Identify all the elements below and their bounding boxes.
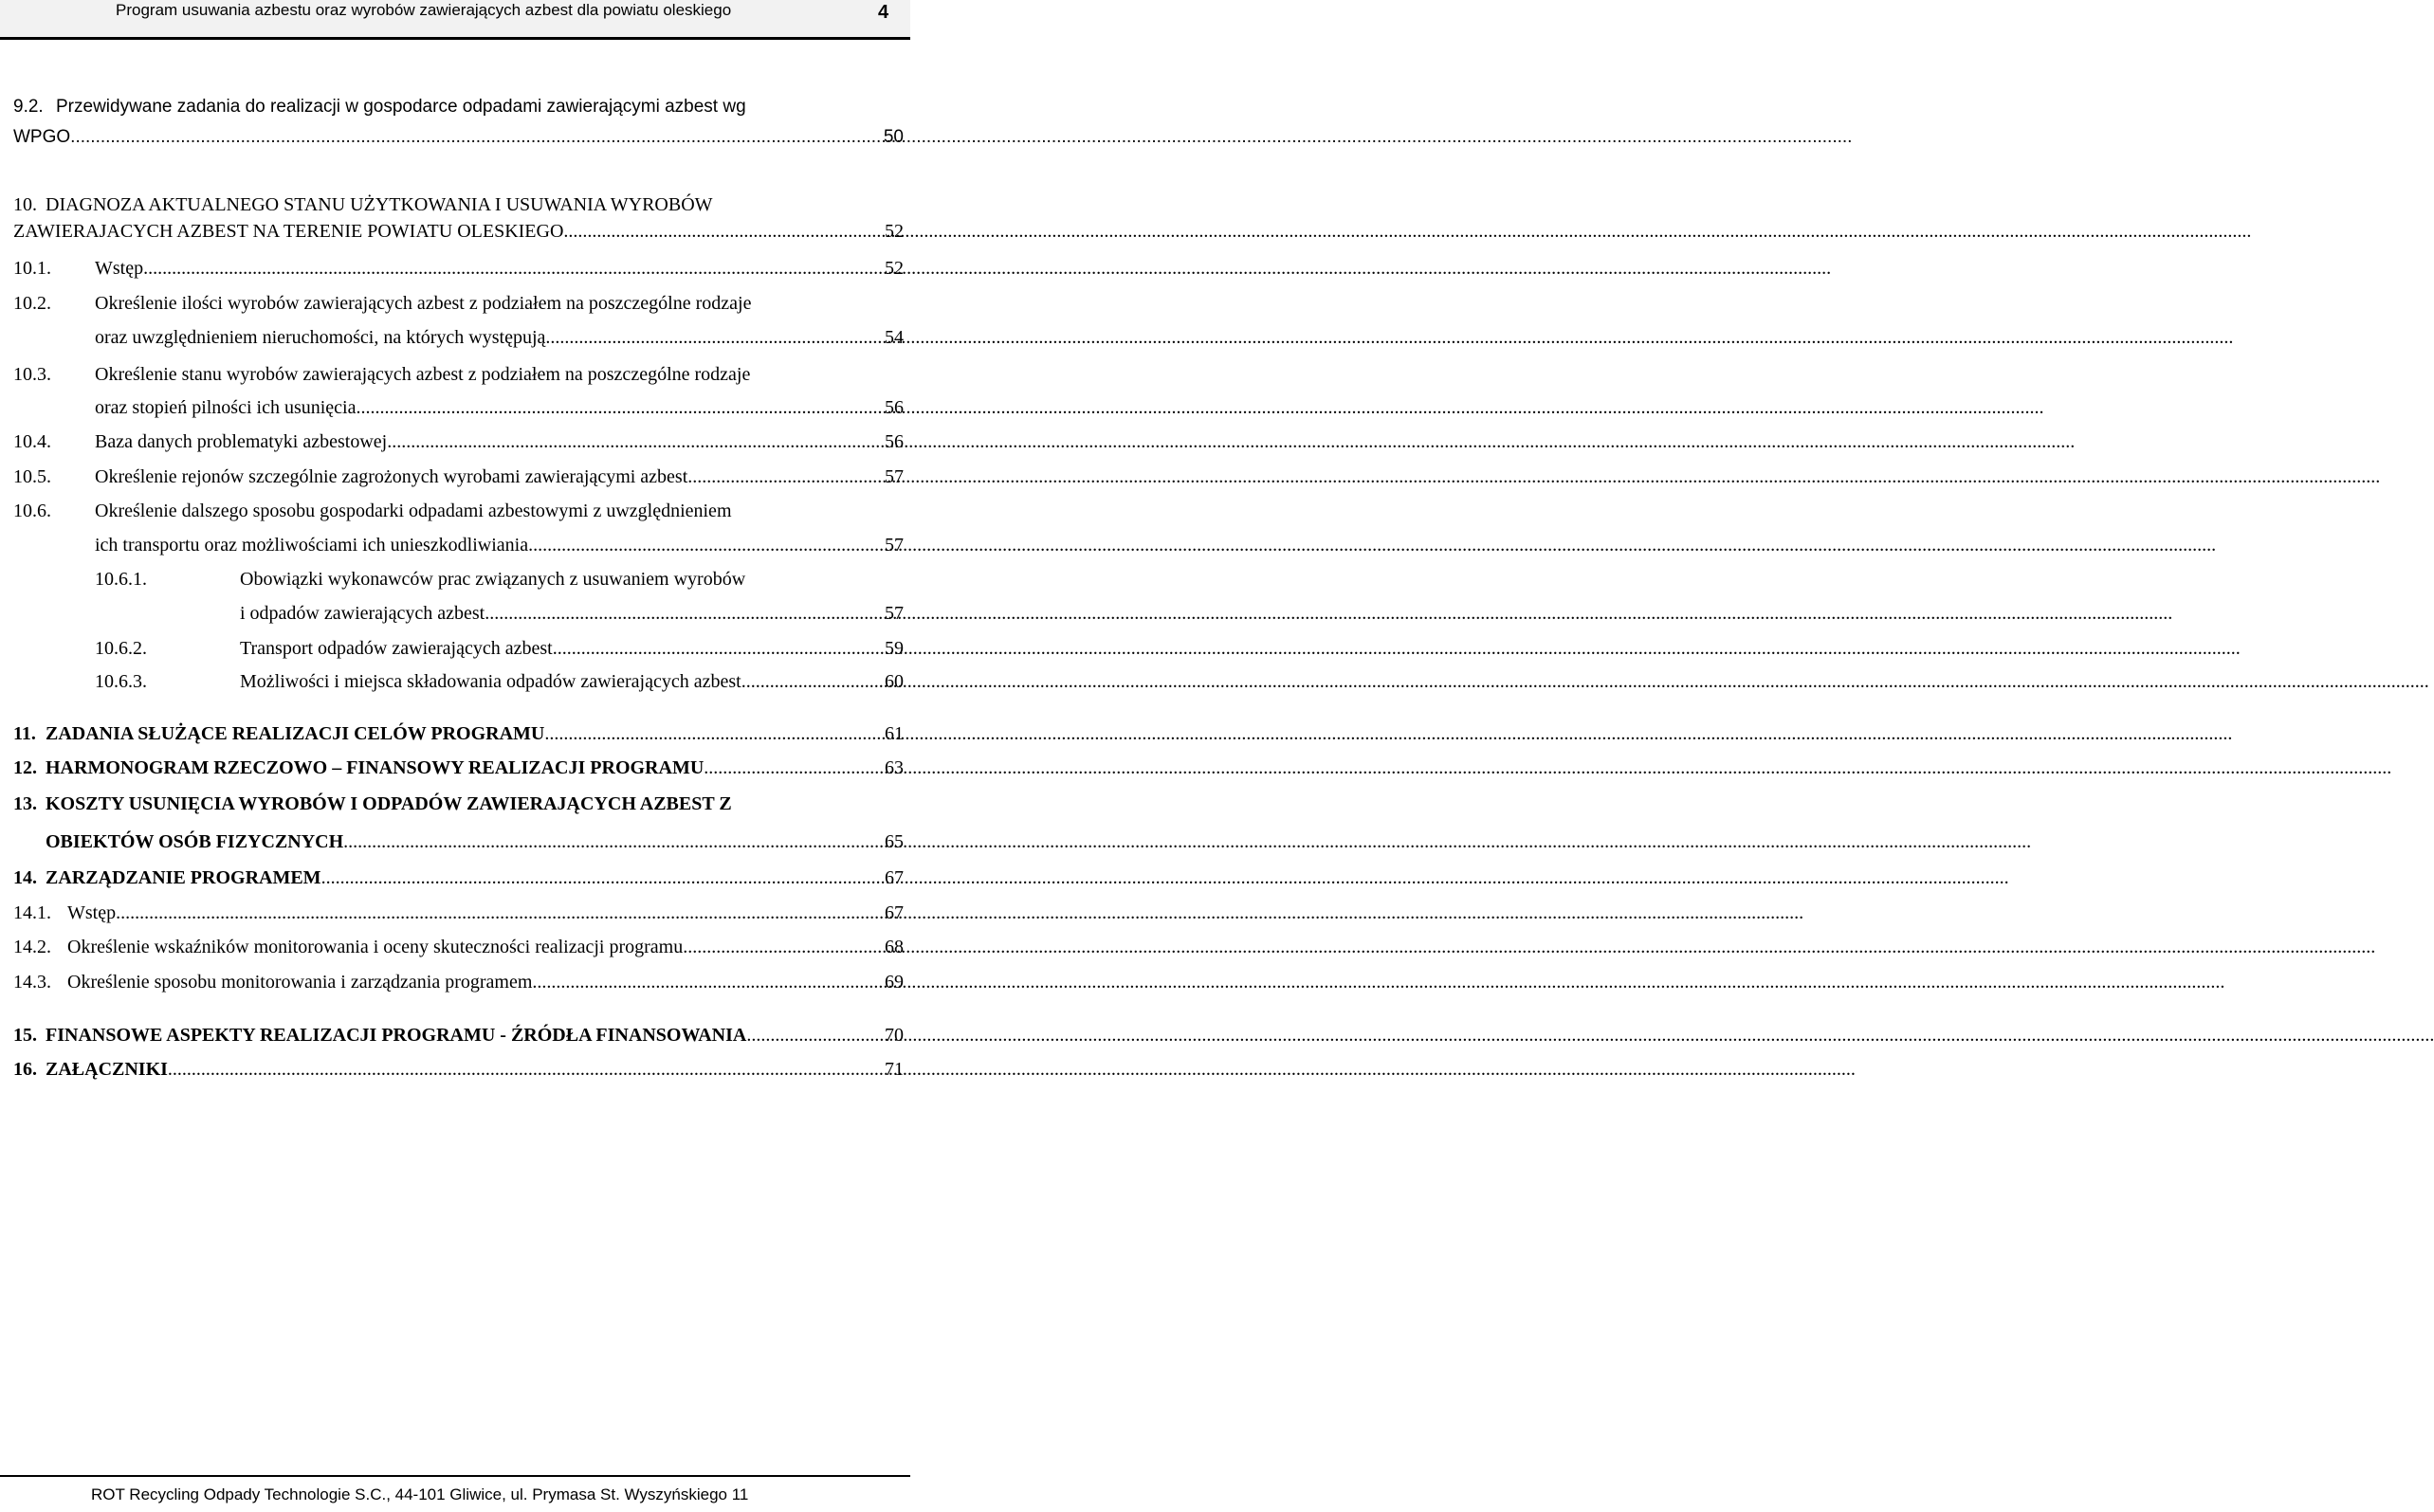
toc-entry-title: OBIEKTÓW OSÓB FIZYCZNYCH (46, 831, 344, 852)
toc-entry-title: ich transportu oraz możliwościami ich unieszkodliwiania (95, 535, 529, 556)
toc-entry-page: 50 (883, 127, 904, 147)
toc-entry-page: 52 (885, 258, 904, 279)
toc-entry-title: ZARZĄDZANIE PROGRAMEM (46, 867, 321, 888)
toc-entry-number: 10.5. (13, 466, 51, 487)
toc-entry-15[interactable] (13, 1023, 904, 1047)
toc-entry-number: 10.1. (13, 258, 51, 279)
toc-entry-title: Określenie ilości wyrobów zawierających azbest z podziałem na poszczególne rodzaje (95, 293, 752, 314)
toc-entry-page: 67 (885, 867, 904, 888)
toc-entry-13-cont[interactable] (13, 829, 904, 854)
toc-leader-dots (485, 601, 883, 626)
toc-entry-10-6-2[interactable] (13, 636, 904, 661)
toc-entry-number: 11. (13, 723, 36, 744)
toc-entry-10[interactable] (13, 192, 904, 217)
toc-leader-dots (321, 865, 883, 890)
toc-entry-number: 10.6.2. (95, 638, 147, 659)
toc-leader-dots (544, 721, 883, 746)
toc-entry-11[interactable] (13, 721, 904, 746)
toc-entry-10-1[interactable] (13, 256, 904, 281)
toc-entry-page: 70 (885, 1025, 904, 1046)
toc-leader-dots (70, 125, 883, 150)
toc-entry-number: 10.2. (13, 293, 51, 314)
toc-entry-number: 9.2. (13, 97, 44, 117)
toc-entry-page: 71 (885, 1059, 904, 1080)
toc-entry-title: HARMONOGRAM RZECZOWO – FINANSOWY REALIZACJI PROGRAMU (46, 757, 705, 778)
toc-entry-page: 68 (885, 937, 904, 957)
toc-entry-title: oraz stopień pilności ich usunięcia (95, 397, 357, 418)
toc-entry-page: 54 (885, 327, 904, 348)
toc-entry-title: Transport odpadów zawierających azbest (240, 638, 553, 659)
toc-leader-dots (741, 669, 883, 694)
toc-entry-page: 57 (885, 466, 904, 487)
toc-entry-title: Wstęp (67, 902, 117, 923)
toc-leader-dots (746, 1023, 883, 1047)
toc-entry-title: Możliwości i miejsca składowania odpadów zawierających azbest (240, 671, 741, 692)
toc-leader-dots (545, 325, 883, 350)
toc-entry-9-2-cont[interactable] (13, 125, 904, 150)
toc-entry-title: Obowiązki wykonawców prac związanych z usuwaniem wyrobów (240, 569, 746, 590)
toc-entry-10-2-cont[interactable] (13, 325, 904, 350)
toc-leader-dots (704, 756, 883, 780)
toc-entry-title: Określenie dalszego sposobu gospodarki odpadami azbestowymi z uwzględnieniem (95, 501, 732, 521)
toc-leader-dots (528, 533, 883, 557)
toc-entry-10-6[interactable] (13, 499, 904, 523)
toc-entry-10-3[interactable] (13, 362, 904, 387)
toc-entry-number: 16. (13, 1059, 37, 1080)
toc-entry-10-5[interactable] (13, 465, 904, 489)
toc-leader-dots (116, 901, 883, 925)
toc-entry-13[interactable] (13, 792, 904, 816)
toc-entry-page: 57 (885, 603, 904, 624)
toc-entry-title: ZAWIERAJACYCH AZBEST NA TERENIE POWIATU OLESKIEGO (13, 221, 564, 242)
toc-entry-title: ZADANIA SŁUŻĄCE REALIZACJI CELÓW PROGRAMU (46, 723, 545, 744)
toc-leader-dots (343, 829, 883, 854)
toc-entry-page: 56 (885, 397, 904, 418)
footer-divider (0, 1475, 910, 1477)
toc-entry-number: 10.6.3. (95, 671, 147, 692)
toc-entry-10-3-cont[interactable] (13, 395, 904, 420)
toc-entry-10-cont[interactable] (13, 219, 904, 244)
footer-text: ROT Recycling Odpady Technologie S.C., 44-101 Gliwice, ul. Prymasa St. Wyszyńskiego 11 (91, 1485, 749, 1503)
toc-leader-dots (168, 1057, 883, 1082)
toc-entry-number: 10.4. (13, 431, 51, 452)
toc-entry-title: Przewidywane zadania do realizacji w gospodarce odpadami zawierającymi azbest wg (56, 97, 746, 117)
toc-entry-14-2[interactable] (13, 935, 904, 959)
toc-entry-number: 12. (13, 757, 37, 778)
toc-entry-page: 60 (885, 671, 904, 692)
toc-entry-10-6-3[interactable] (13, 669, 904, 694)
toc-entry-number: 14.2. (13, 937, 51, 957)
toc-leader-dots (387, 429, 883, 454)
toc-leader-dots (563, 219, 883, 244)
toc-entry-page: 65 (885, 831, 904, 852)
toc-entry-title: Wstęp (95, 258, 144, 279)
toc-entry-title: Określenie wskaźników monitorowania i oceny skuteczności realizacji programu. (67, 937, 688, 957)
toc-entry-page: 67 (885, 902, 904, 923)
table-of-contents (0, 0, 910, 1422)
toc-entry-title: DIAGNOZA AKTUALNEGO STANU UŻYTKOWANIA I USUWANIA WYROBÓW (46, 194, 713, 215)
toc-entry-title: i odpadów zawierających azbest (240, 603, 485, 624)
toc-entry-page: 69 (885, 972, 904, 993)
toc-entry-9-2[interactable] (13, 95, 904, 119)
toc-entry-10-6-1-cont[interactable] (13, 601, 904, 626)
toc-leader-dots (553, 636, 883, 661)
page-number: 4 (878, 2, 889, 23)
toc-entry-number: 13. (13, 793, 37, 814)
toc-entry-title: Określenie sposobu monitorowania i zarządzania programem. (67, 972, 538, 993)
document-title: Program usuwania azbestu oraz wyrobów zawierających azbest dla powiatu oleskiego (116, 1, 732, 19)
toc-entry-14[interactable] (13, 865, 904, 890)
toc-entry-14-3[interactable] (13, 970, 904, 994)
toc-entry-title: FINANSOWE ASPEKTY REALIZACJI PROGRAMU - ŹRÓDŁA FINANSOWANIA (46, 1025, 747, 1046)
toc-leader-dots (692, 465, 883, 489)
toc-entry-16[interactable] (13, 1057, 904, 1082)
toc-entry-number: 14.1. (13, 902, 51, 923)
toc-entry-title: KOSZTY USUNIĘCIA WYROBÓW I ODPADÓW ZAWIERAJĄCYCH AZBEST Z (46, 793, 732, 814)
toc-entry-page: 59 (885, 638, 904, 659)
toc-entry-10-2[interactable] (13, 291, 904, 316)
toc-entry-number: 15. (13, 1025, 37, 1046)
toc-entry-title: WPGO (13, 127, 71, 147)
toc-entry-number: 10.6. (13, 501, 51, 521)
toc-entry-10-6-1[interactable] (13, 567, 904, 592)
toc-entry-page: 63 (885, 757, 904, 778)
toc-entry-page: 52 (885, 221, 904, 242)
toc-entry-number: 10.3. (13, 364, 51, 385)
toc-entry-14-1[interactable] (13, 901, 904, 925)
toc-entry-title: oraz uwzględnieniem nieruchomości, na których występują (95, 327, 546, 348)
toc-entry-12[interactable] (13, 756, 904, 780)
toc-leader-dots (687, 935, 883, 959)
toc-entry-page: 56 (885, 431, 904, 452)
toc-entry-title: Określenie stanu wyrobów zawierających azbest z podziałem na poszczególne rodzaje (95, 364, 751, 385)
toc-entry-page: 57 (885, 535, 904, 556)
toc-entry-number: 14.3. (13, 972, 51, 993)
toc-leader-dots (537, 970, 883, 994)
toc-leader-dots (143, 256, 883, 281)
toc-entry-title: Baza danych problematyki azbestowej (95, 431, 388, 452)
toc-leader-dots (356, 395, 883, 420)
toc-entry-number: 10.6.1. (95, 569, 147, 590)
toc-entry-10-4[interactable] (13, 429, 904, 454)
toc-entry-number: 14. (13, 867, 37, 888)
toc-entry-title: ZAŁĄCZNIKI (46, 1059, 168, 1080)
toc-entry-page: 61 (885, 723, 904, 744)
toc-entry-title: Określenie rejonów szczególnie zagrożonych wyrobami zawierającymi azbest. (95, 466, 693, 487)
toc-entry-10-6-cont[interactable] (13, 533, 904, 557)
toc-entry-number: 10. (13, 194, 37, 215)
